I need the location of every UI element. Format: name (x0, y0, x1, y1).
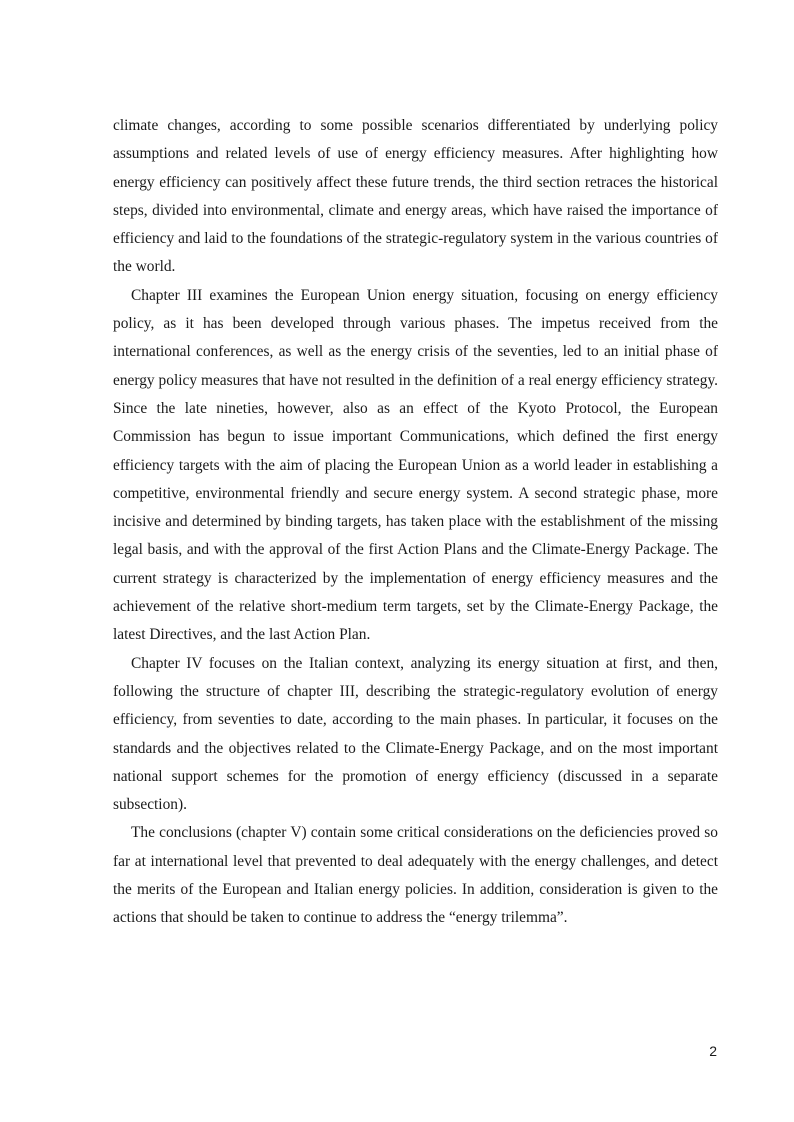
paragraph-chapter-3: Chapter III examines the European Union energy situation, focusing on energy efficiency policy, as it has been developed through various phases. The impetus received from the international conferences, as well as the energy crisis of the seventies, led to an initial phase of energy policy measures that have not resulted in the definition of a real energy efficiency strategy. Since the late nineties, however, also as an effect of the Kyoto Protocol, the European Commission has begun to issue important Communications, which defined the first energy efficiency targets with the aim of placing the European Union as a world leader in establishing a competitive, environmental friendly and secure energy system. A second strategic phase, more incisive and determined by binding targets, has taken place with the establishment of the missing legal basis, and with the approval of the first Action Plans and the Climate-Energy Package. The current strategy is characterized by the implementation of energy efficiency measures and the achievement of the relative short-medium term targets, set by the Climate-Energy Package, the latest Directives, and the last Action Plan. (113, 286, 718, 644)
paragraph-continuation: climate changes, according to some possible scenarios differentiated by underlying policy assumptions and related levels of use of energy efficiency measures. After highlighting how energy efficiency can positively affect these future trends, the third section retraces the historical steps, divided into environmental, climate and energy areas, which have raised the importance of efficiency and laid to the foundations of the strategic-regulatory system in the various countries of the world. (113, 117, 718, 276)
paragraph-chapter-4: Chapter IV focuses on the Italian context, analyzing its energy situation at first, and then, following the structure of chapter III, describing the strategic-regulatory evolution of energy efficiency, from seventies to date, according to the main phases. In particular, it focuses on the standards and the objectives related to the Climate-Energy Package, and on the most important national support schemes for the promotion of energy efficiency (discussed in a separate subsection). (113, 654, 718, 814)
page-number: 2 (709, 1043, 717, 1059)
body-text (113, 112, 718, 933)
paragraph-conclusions: The conclusions (chapter V) contain some critical considerations on the deficiencies proved so far at international level that prevented to deal adequately with the energy challenges, and detect the merits of the European and Italian energy policies. In addition, consideration is given to the actions that should be taken to continue to address the “energy trilemma”. (113, 824, 718, 927)
